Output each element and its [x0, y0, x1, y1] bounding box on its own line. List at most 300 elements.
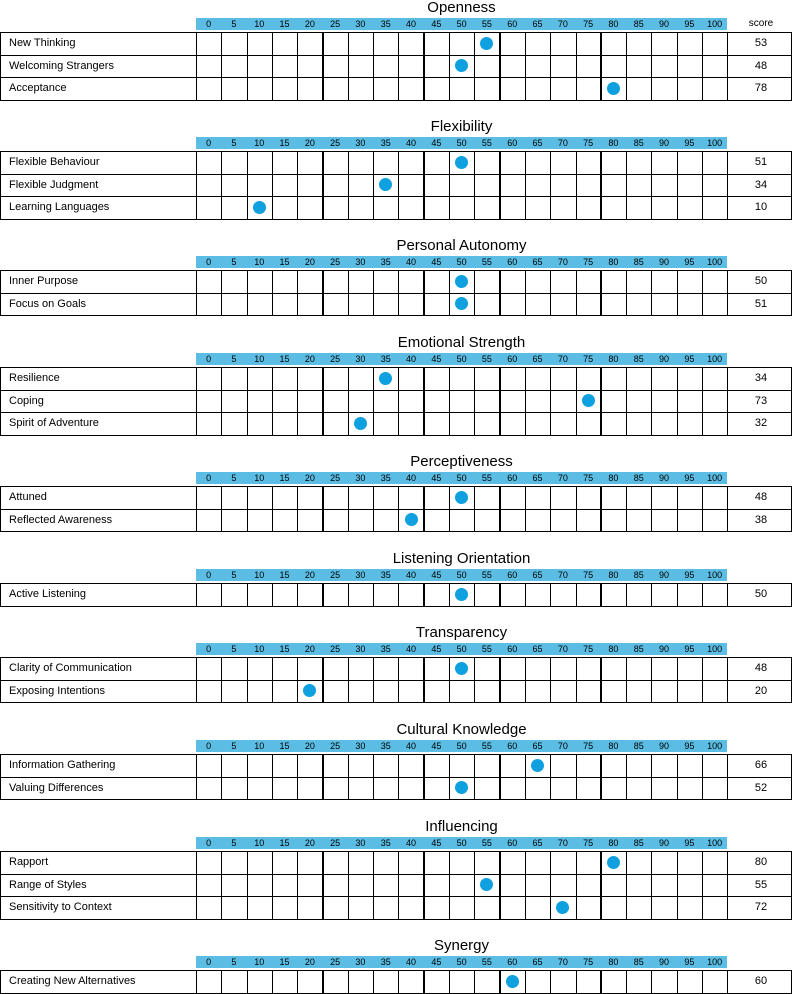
tick-label: 70 [557, 19, 568, 29]
grid-line [550, 754, 551, 799]
score-divider [727, 367, 728, 435]
row-divider [0, 390, 791, 391]
score-divider [727, 970, 728, 993]
score-divider [727, 754, 728, 799]
tick-label: 75 [583, 838, 594, 848]
tick-label: 20 [304, 138, 315, 148]
tick-label: 90 [659, 473, 670, 483]
tick-label: 60 [507, 644, 518, 654]
tick-label: 40 [406, 19, 417, 29]
tick-label: 100 [707, 741, 723, 751]
tick-label: 95 [684, 741, 695, 751]
grid-line [322, 583, 324, 606]
grid-line [322, 32, 324, 100]
tick-label: 50 [456, 138, 467, 148]
grid-line [449, 270, 450, 315]
tick-label: 0 [206, 19, 212, 29]
grid-line [322, 657, 324, 702]
grid-line [398, 32, 399, 100]
grid-line [576, 754, 577, 799]
grid-line [499, 583, 501, 606]
tick-label: 15 [279, 354, 290, 364]
grid-line [373, 583, 374, 606]
grid-line [423, 970, 425, 993]
grid-line [297, 32, 298, 100]
grid-line [398, 486, 399, 531]
grid-line [499, 657, 501, 702]
tick-label: 55 [481, 741, 492, 751]
tick-label: 5 [231, 19, 237, 29]
grid-line [449, 657, 450, 702]
tick-label: 70 [557, 354, 568, 364]
row-label: Reflected Awareness [9, 513, 113, 526]
row-divider [0, 55, 791, 56]
grid-line [626, 657, 627, 702]
grid-line [272, 151, 273, 219]
tick-label: 35 [380, 741, 391, 751]
grid-line [702, 657, 703, 702]
row-divider [0, 680, 791, 681]
grid-line [525, 367, 526, 435]
grid-line [297, 486, 298, 531]
tick-label: 85 [633, 138, 644, 148]
grid-line [550, 32, 551, 100]
row-score: 51 [754, 297, 768, 310]
tick-label: 15 [279, 741, 290, 751]
tick-label: 100 [707, 257, 723, 267]
grid-line [423, 657, 425, 702]
grid-line [322, 151, 324, 219]
tick-label: 20 [304, 19, 315, 29]
tick-label: 55 [481, 644, 492, 654]
score-marker [506, 975, 519, 988]
grid-line [373, 486, 374, 531]
tick-label: 50 [456, 644, 467, 654]
grid-line [576, 486, 577, 531]
grid-line [373, 657, 374, 702]
grid-line [247, 151, 248, 219]
grid-line [196, 970, 197, 993]
grid-line [423, 270, 425, 315]
row-divider [0, 196, 791, 197]
row-label: Resilience [9, 372, 60, 384]
tick-label: 95 [684, 570, 695, 580]
tick-label: 5 [231, 257, 237, 267]
tick-label: 65 [532, 644, 543, 654]
grid-line [247, 754, 248, 799]
tick-label: 5 [231, 138, 237, 148]
grid-line [272, 367, 273, 435]
tick-label: 15 [279, 473, 290, 483]
grid-line [322, 970, 324, 993]
tick-label: 30 [355, 354, 366, 364]
grid-line [348, 583, 349, 606]
grid-line [525, 583, 526, 606]
grid-line [626, 151, 627, 219]
tick-label: 45 [431, 838, 442, 848]
tick-label: 75 [583, 741, 594, 751]
grid-line [550, 486, 551, 531]
row-score: 60 [754, 975, 768, 987]
row-score: 34 [754, 372, 768, 384]
tick-label: 35 [380, 957, 391, 967]
tick-label: 80 [608, 570, 619, 580]
grid-line [651, 657, 652, 702]
tick-label: 100 [707, 644, 723, 654]
grid-line [474, 583, 475, 606]
grid-line [702, 583, 703, 606]
row-divider [0, 777, 791, 778]
tick-label: 5 [231, 644, 237, 654]
score-marker [253, 201, 266, 214]
score-divider [727, 151, 728, 219]
scale-bar [196, 18, 727, 30]
grid-line [702, 970, 703, 993]
tick-label: 90 [659, 257, 670, 267]
row-label: Rapport [9, 856, 49, 868]
grid-line [196, 583, 197, 606]
grid-line [626, 970, 627, 993]
tick-label: 60 [507, 957, 518, 967]
tick-label: 30 [355, 570, 366, 580]
grid-line [221, 583, 222, 606]
score-divider [727, 851, 728, 919]
tick-label: 95 [684, 473, 695, 483]
scale-bar [196, 569, 727, 581]
grid-line [398, 151, 399, 219]
tick-label: 100 [707, 838, 723, 848]
grid-line [550, 583, 551, 606]
tick-label: 40 [406, 644, 417, 654]
score-marker [354, 417, 367, 430]
grid-line [272, 583, 273, 606]
tick-label: 20 [304, 838, 315, 848]
tick-label: 65 [532, 19, 543, 29]
grid-line [474, 270, 475, 315]
grid-line [449, 32, 450, 100]
tick-label: 50 [456, 473, 467, 483]
tick-label: 95 [684, 138, 695, 148]
tick-label: 15 [279, 644, 290, 654]
grid-line [525, 754, 526, 799]
tick-label: 30 [355, 644, 366, 654]
grid-line [550, 270, 551, 315]
grid-line [499, 970, 501, 993]
grid-line [449, 851, 450, 919]
row-divider [0, 174, 791, 175]
grid-line [348, 32, 349, 100]
tick-label: 45 [431, 570, 442, 580]
tick-label: 100 [707, 473, 723, 483]
tick-label: 60 [507, 570, 518, 580]
tick-label: 25 [330, 473, 341, 483]
tick-label: 75 [583, 957, 594, 967]
tick-label: 20 [304, 473, 315, 483]
tick-label: 5 [231, 354, 237, 364]
tick-label: 85 [633, 957, 644, 967]
tick-label: 0 [206, 838, 212, 848]
tick-label: 30 [355, 741, 366, 751]
grid-line [626, 851, 627, 919]
tick-label: 85 [633, 473, 644, 483]
section-title: Synergy [433, 937, 490, 954]
grid-line [247, 270, 248, 315]
grid-line [677, 657, 678, 702]
grid-line [373, 270, 374, 315]
scale-bar [196, 256, 727, 268]
row-label: Sensitivity to Context [9, 901, 112, 913]
tick-label: 35 [380, 473, 391, 483]
grid-line [600, 754, 602, 799]
grid-line [449, 367, 450, 435]
tick-label: 25 [330, 354, 341, 364]
row-label: Learning Languages [9, 201, 110, 213]
grid-line [348, 657, 349, 702]
tick-label: 90 [659, 644, 670, 654]
tick-label: 90 [659, 957, 670, 967]
tick-label: 5 [231, 838, 237, 848]
grid-line [221, 367, 222, 435]
score-marker [455, 588, 468, 601]
tick-label: 95 [684, 19, 695, 29]
tick-label: 75 [583, 138, 594, 148]
tick-label: 55 [481, 19, 492, 29]
grid-line [677, 486, 678, 531]
tick-label: 20 [304, 644, 315, 654]
tick-label: 95 [684, 838, 695, 848]
tick-label: 10 [254, 138, 265, 148]
tick-label: 10 [254, 741, 265, 751]
grid-line [600, 583, 602, 606]
grid-line [348, 851, 349, 919]
row-score: 66 [754, 759, 768, 771]
scale-bar [196, 137, 727, 149]
grid-line [702, 270, 703, 315]
tick-label: 0 [206, 741, 212, 751]
grid-line [272, 754, 273, 799]
tick-label: 70 [557, 138, 568, 148]
row-score: 72 [754, 901, 768, 913]
row-score: 10 [754, 201, 768, 213]
grid-line [221, 851, 222, 919]
tick-label: 20 [304, 257, 315, 267]
row-label: Welcoming Strangers [9, 59, 114, 72]
grid-line [348, 367, 349, 435]
section-title: Emotional Strength [397, 334, 526, 351]
row-divider [0, 874, 791, 875]
grid-line [525, 970, 526, 993]
grid-line [348, 486, 349, 531]
grid-line [600, 657, 602, 702]
row-label: Flexible Behaviour [9, 156, 100, 168]
tick-label: 0 [206, 957, 212, 967]
grid-line [550, 851, 551, 919]
grid-line [499, 754, 501, 799]
grid-line [449, 970, 450, 993]
grid-line [272, 851, 273, 919]
score-marker [379, 372, 392, 385]
tick-label: 65 [532, 138, 543, 148]
grid-line [474, 32, 475, 100]
row-score: 78 [754, 82, 768, 94]
row-label: Range of Styles [9, 878, 87, 891]
grid-line [423, 151, 425, 219]
section-title: Perceptiveness [410, 453, 513, 470]
grid-line [474, 657, 475, 702]
grid-line [499, 32, 501, 100]
grid-line [196, 32, 197, 100]
tick-label: 35 [380, 838, 391, 848]
tick-label: 10 [254, 644, 265, 654]
tick-label: 40 [406, 473, 417, 483]
tick-label: 15 [279, 570, 290, 580]
row-score: 51 [754, 156, 768, 168]
tick-label: 45 [431, 644, 442, 654]
tick-label: 10 [254, 257, 265, 267]
tick-label: 35 [380, 19, 391, 29]
tick-label: 0 [206, 473, 212, 483]
tick-label: 55 [481, 354, 492, 364]
grid-line [677, 367, 678, 435]
tick-label: 100 [707, 138, 723, 148]
scale-bar [196, 956, 727, 968]
tick-label: 0 [206, 644, 212, 654]
tick-label: 95 [684, 354, 695, 364]
tick-label: 20 [304, 957, 315, 967]
grid-line [525, 270, 526, 315]
tick-label: 45 [431, 138, 442, 148]
grid-line [550, 367, 551, 435]
grid-line [651, 151, 652, 219]
grid-line [600, 486, 602, 531]
section-title: Openness [427, 0, 496, 16]
tick-label: 15 [279, 838, 290, 848]
grid-line [702, 754, 703, 799]
tick-label: 85 [633, 570, 644, 580]
tick-label: 60 [507, 257, 518, 267]
tick-label: 80 [608, 354, 619, 364]
tick-label: 50 [456, 570, 467, 580]
grid-line [651, 32, 652, 100]
tick-label: 45 [431, 957, 442, 967]
grid-line [651, 583, 652, 606]
tick-label: 95 [684, 644, 695, 654]
tick-label: 35 [380, 644, 391, 654]
grid-line [702, 486, 703, 531]
grid-line [525, 657, 526, 702]
grid-line [677, 754, 678, 799]
tick-label: 65 [532, 473, 543, 483]
tick-label: 0 [206, 138, 212, 148]
score-divider [727, 583, 728, 606]
grid-line [474, 851, 475, 919]
tick-label: 70 [557, 838, 568, 848]
grid-line [423, 851, 425, 919]
score-divider [727, 270, 728, 315]
tick-label: 10 [254, 19, 265, 29]
row-score: 53 [754, 37, 768, 49]
section-grid [0, 851, 792, 920]
tick-label: 75 [583, 644, 594, 654]
grid-line [423, 754, 425, 799]
grid-line [651, 486, 652, 531]
tick-label: 80 [608, 644, 619, 654]
row-label: Spirit of Adventure [9, 417, 99, 429]
grid-line [576, 32, 577, 100]
tick-label: 90 [659, 741, 670, 751]
grid-line [398, 754, 399, 799]
grid-line [576, 851, 577, 919]
row-label: Active Listening [9, 588, 87, 600]
grid-line [499, 486, 501, 531]
grid-line [373, 970, 374, 993]
section-grid [0, 583, 792, 607]
grid-line [297, 151, 298, 219]
grid-line [677, 851, 678, 919]
row-divider [0, 77, 791, 78]
tick-label: 30 [355, 838, 366, 848]
grid-line [600, 970, 602, 993]
grid-line [651, 754, 652, 799]
row-label: Inner Purpose [9, 275, 79, 287]
grid-line [196, 486, 197, 531]
tick-label: 10 [254, 838, 265, 848]
row-divider [0, 412, 791, 413]
score-marker [582, 394, 595, 407]
section-title: Influencing [425, 818, 498, 835]
tick-label: 85 [633, 257, 644, 267]
grid-line [677, 32, 678, 100]
tick-label: 40 [406, 838, 417, 848]
tick-label: 35 [380, 354, 391, 364]
grid-line [677, 970, 678, 993]
grid-line [247, 32, 248, 100]
tick-label: 25 [330, 838, 341, 848]
grid-line [398, 851, 399, 919]
grid-line [322, 851, 324, 919]
grid-line [272, 657, 273, 702]
tick-label: 30 [355, 19, 366, 29]
tick-label: 90 [659, 19, 670, 29]
tick-label: 15 [279, 138, 290, 148]
scale-bar [196, 643, 727, 655]
grid-line [449, 583, 450, 606]
section-title: Flexibility [430, 118, 493, 135]
tick-label: 20 [304, 570, 315, 580]
tick-label: 5 [231, 957, 237, 967]
tick-label: 30 [355, 473, 366, 483]
grid-line [576, 657, 577, 702]
tick-label: 25 [330, 741, 341, 751]
row-label: Exposing Intentions [9, 684, 106, 697]
tick-label: 65 [532, 257, 543, 267]
grid-line [398, 970, 399, 993]
tick-label: 65 [532, 570, 543, 580]
grid-line [221, 657, 222, 702]
grid-line [398, 583, 399, 606]
grid-line [322, 754, 324, 799]
tick-label: 30 [355, 138, 366, 148]
score-column-header: score [748, 18, 774, 29]
tick-label: 50 [456, 957, 467, 967]
grid-line [499, 270, 501, 315]
row-score: 32 [754, 417, 768, 429]
tick-label: 10 [254, 957, 265, 967]
tick-label: 80 [608, 257, 619, 267]
grid-line [474, 151, 475, 219]
grid-line [348, 151, 349, 219]
row-divider [0, 293, 791, 294]
